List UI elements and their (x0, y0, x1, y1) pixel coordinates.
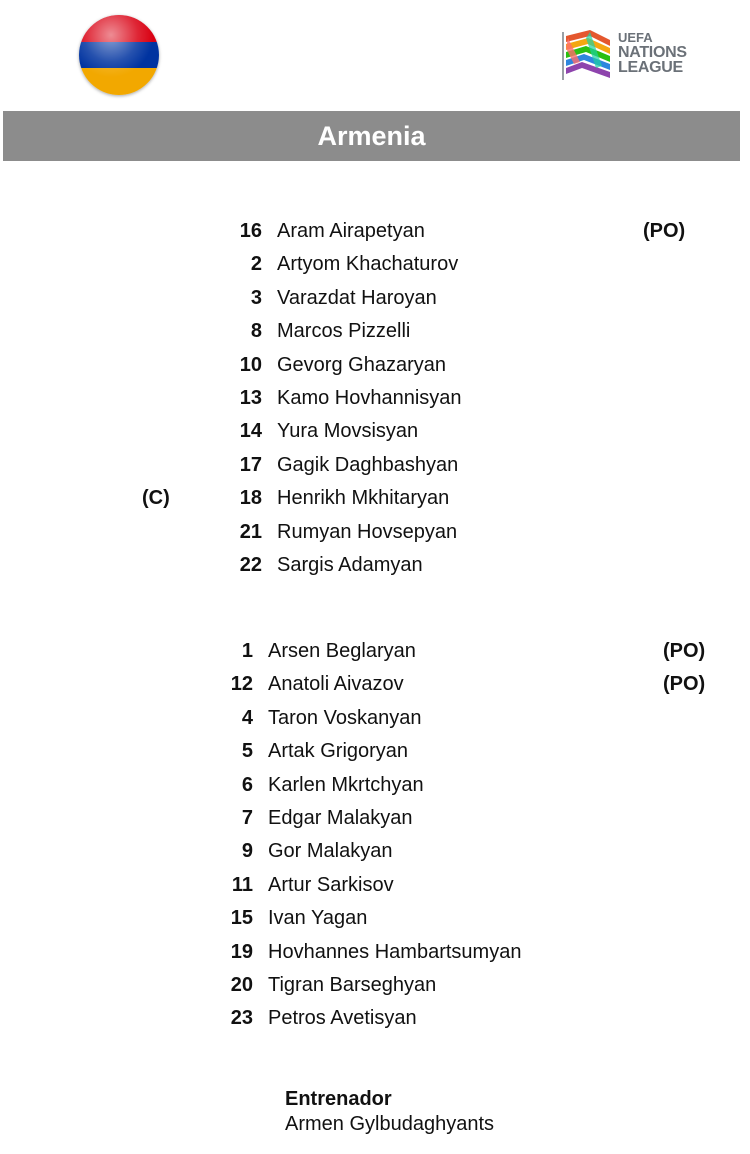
player-number: 16 (239, 220, 262, 242)
player-number: 3 (250, 286, 262, 309)
player-name: Gevorg Ghazaryan (277, 353, 446, 376)
captain-tag: (C) (142, 487, 170, 510)
player-name: Hovhannes Hambartsumyan (268, 940, 522, 963)
armenia-flag-icon (79, 15, 159, 95)
player-number: 11 (231, 873, 253, 896)
player-number: 13 (239, 387, 262, 409)
goalkeeper-tag: (PO) (663, 640, 706, 662)
player-number: 20 (230, 974, 253, 996)
player-number: 22 (239, 554, 262, 576)
logo-line-uefa: UEFA (618, 30, 653, 45)
player-name: Yura Movsisyan (277, 420, 419, 443)
logo-line-league: LEAGUE (618, 59, 683, 76)
player-name: Kamo Hovhannisyan (277, 387, 462, 409)
player-name: Artak Grigoryan (268, 740, 409, 763)
player-name: Artyom Khachaturov (277, 253, 459, 276)
player-name: Petros Avetisyan (268, 1007, 417, 1030)
player-number: 1 (241, 640, 253, 662)
player-number: 8 (250, 320, 262, 343)
player-name: Ivan Yagan (268, 907, 368, 930)
player-number: 2 (250, 253, 262, 276)
player-name: Henrikh Mkhitaryan (277, 487, 450, 510)
player-number: 6 (241, 773, 253, 796)
player-number: 4 (241, 706, 253, 729)
player-number: 9 (241, 840, 253, 863)
player-name: Rumyan Hovsepyan (277, 520, 458, 543)
player-name: Varazdat Haroyan (277, 286, 437, 309)
coach-name: Armen Gylbudaghyants (285, 1113, 495, 1135)
player-number: 5 (241, 740, 253, 763)
player-name: Gagik Daghbashyan (277, 453, 459, 476)
player-number: 18 (239, 487, 262, 510)
goalkeeper-tag: (PO) (663, 673, 706, 696)
goalkeeper-tag: (PO) (643, 220, 686, 242)
player-number: 15 (230, 907, 253, 930)
player-number: 17 (239, 453, 262, 476)
logo-wordmark (618, 30, 687, 75)
player-name: Taron Voskanyan (268, 706, 422, 729)
player-number: 10 (239, 353, 262, 376)
coach-label: Entrenador (285, 1088, 392, 1110)
team-title-bar: Armenia (3, 111, 740, 161)
player-name: Karlen Mkrtchyan (268, 773, 424, 796)
player-name: Gor Malakyan (268, 840, 393, 863)
player-number: 14 (239, 420, 262, 443)
player-name: Marcos Pizzelli (277, 320, 411, 343)
player-name: Arsen Beglaryan (268, 640, 416, 662)
player-name: Sargis Adamyan (277, 554, 423, 576)
player-name: Aram Airapetyan (277, 220, 425, 242)
uefa-nations-league-logo (560, 26, 700, 86)
player-number: 19 (230, 940, 253, 963)
player-name: Edgar Malakyan (268, 807, 413, 829)
player-name: Artur Sarkisov (268, 873, 394, 896)
player-number: 23 (230, 1007, 253, 1030)
player-number: 21 (239, 520, 262, 543)
player-name: Tigran Barseghyan (268, 974, 437, 996)
player-number: 12 (230, 673, 253, 696)
nations-league-mark-icon (560, 26, 614, 84)
player-number: 7 (241, 807, 253, 829)
logo-line-nations: NATIONS (618, 44, 687, 61)
player-name: Anatoli Aivazov (268, 673, 404, 696)
